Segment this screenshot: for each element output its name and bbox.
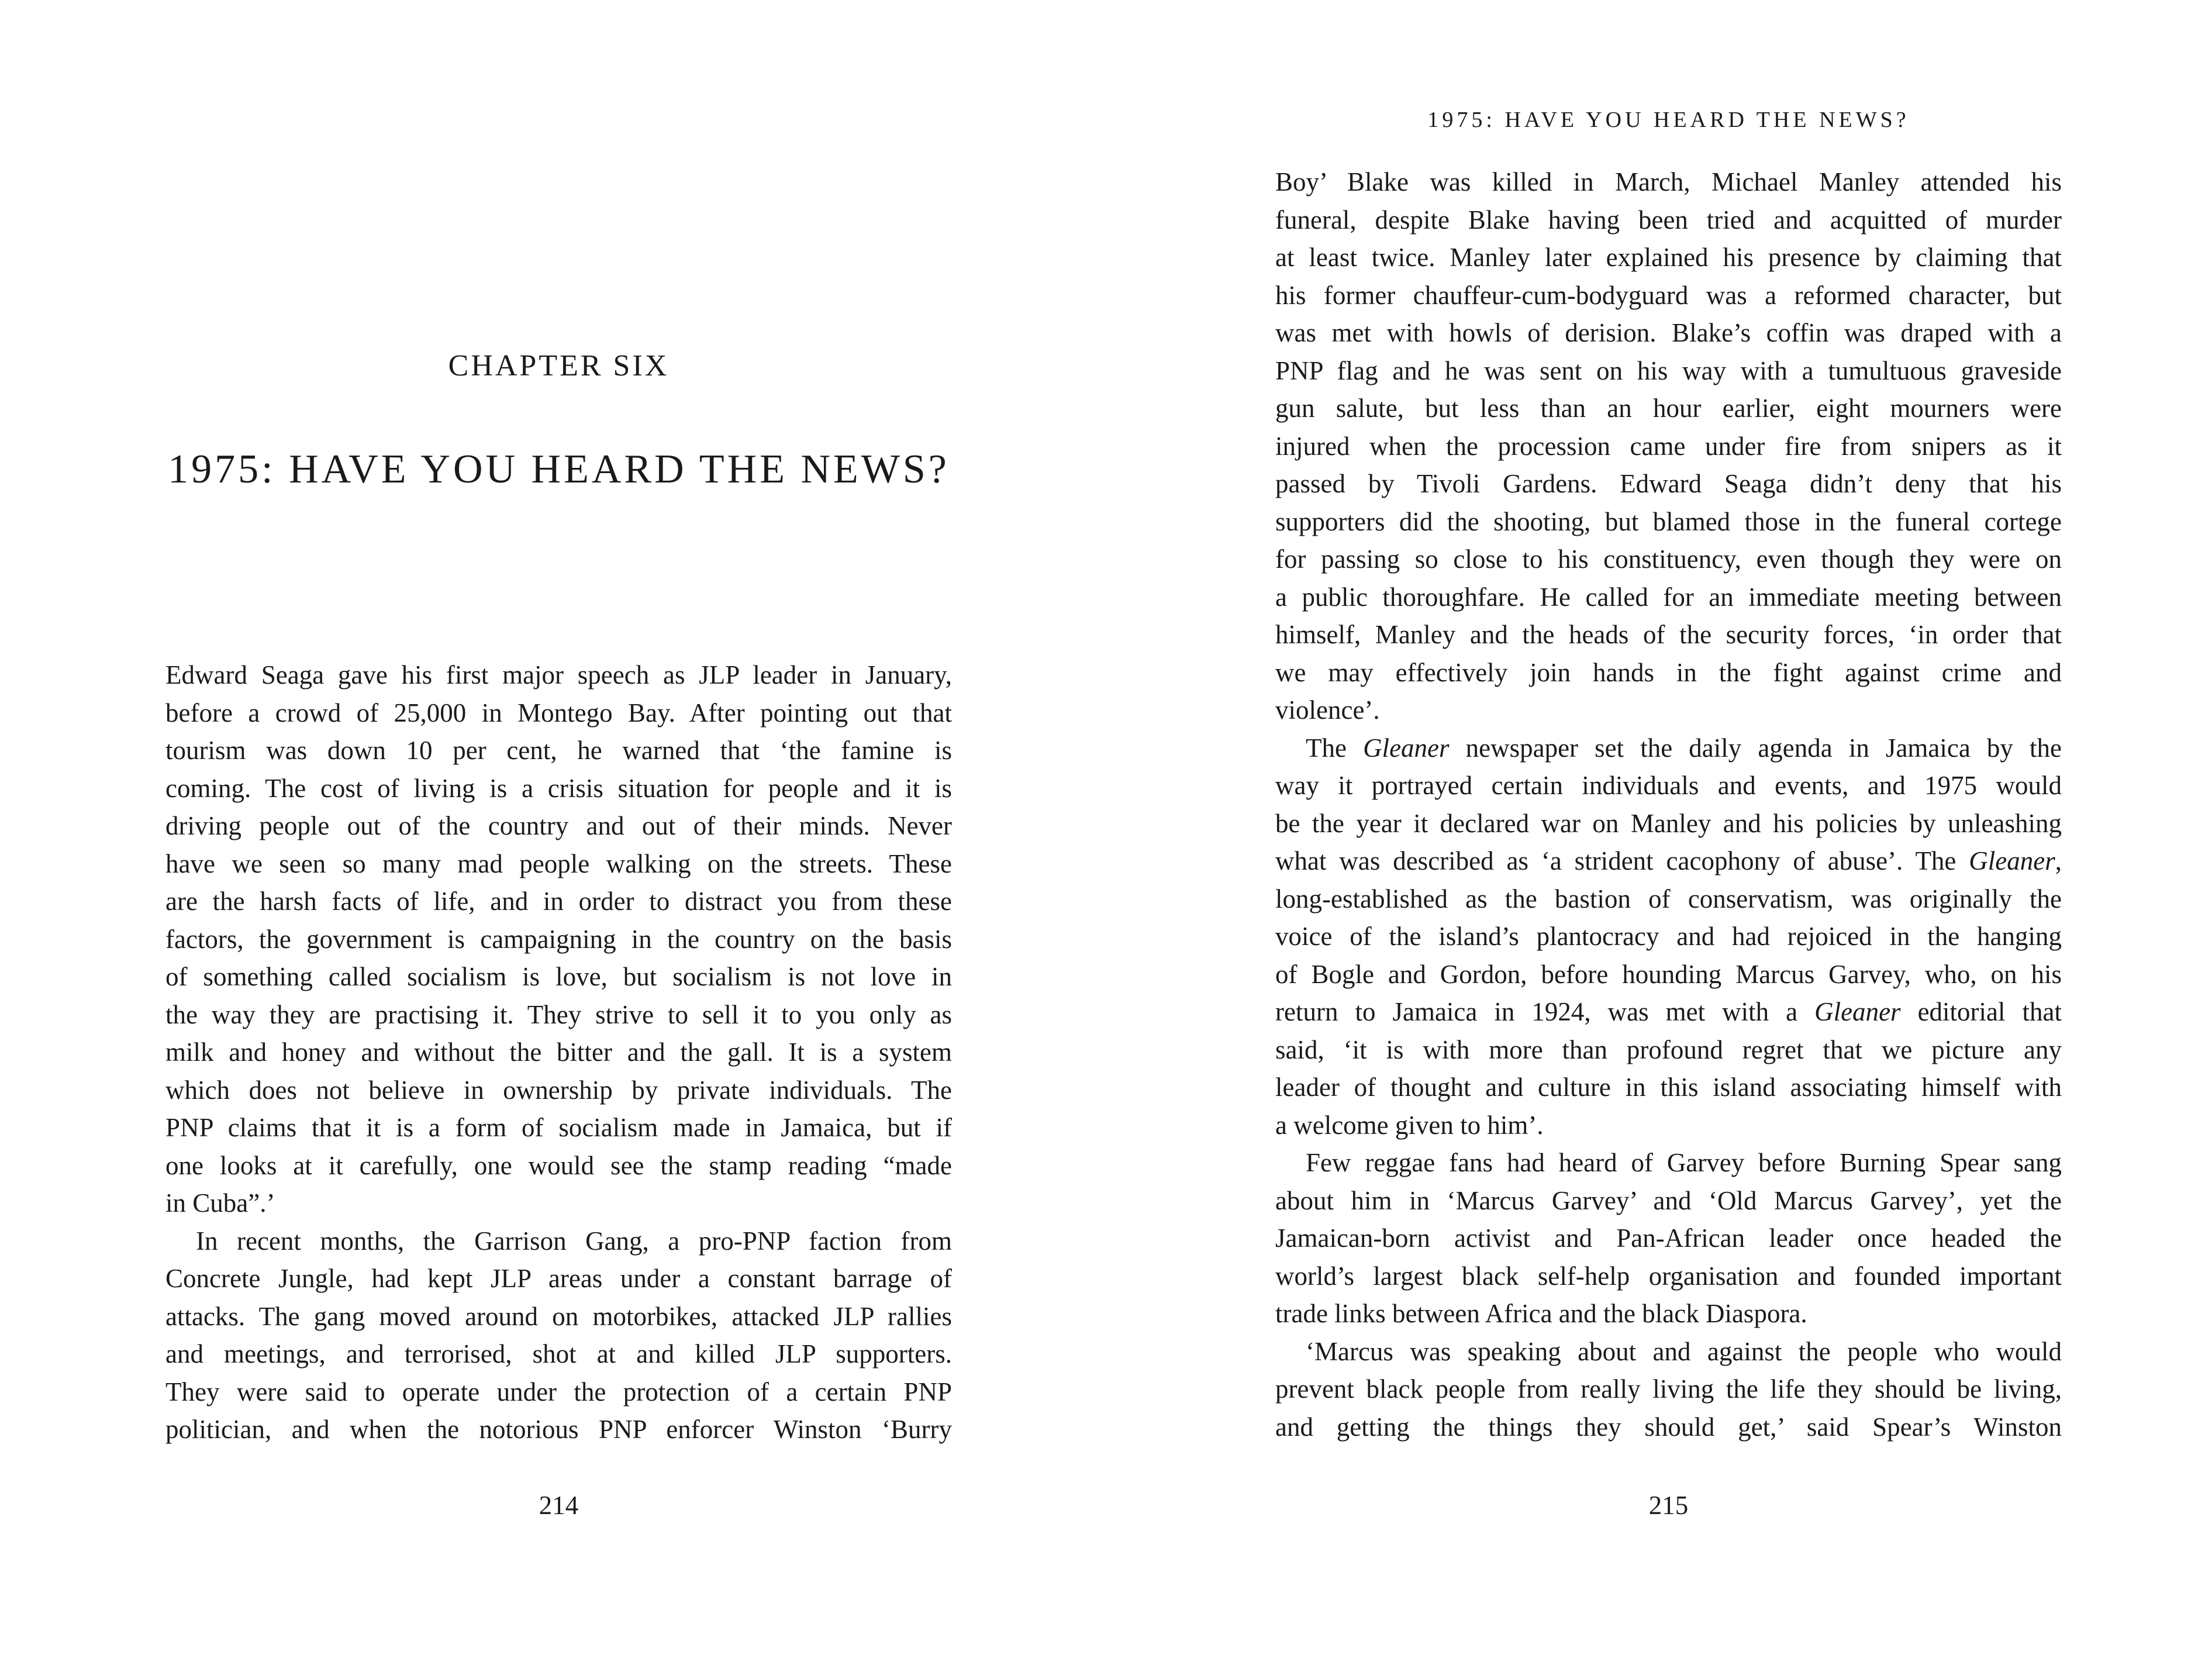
text-line: politician, and when the notorious PNP enforcer Winston ‘Burry bbox=[165, 1415, 952, 1444]
text-line bbox=[1275, 993, 2062, 1031]
text-line: be the year it declared war on Manley and his policies by unleashing bbox=[1275, 808, 2062, 838]
text-line: trade links between Africa and the black Diaspora. bbox=[1275, 1299, 1807, 1328]
text-line: tourism was down 10 per cent, he warned that ‘the famine is bbox=[165, 736, 952, 765]
text-fragment: newspaper set the daily agenda in Jamaica by the bbox=[1449, 733, 2062, 763]
text-fragment: return to Jamaica in 1924, was met with a bbox=[1275, 997, 1815, 1026]
text-line: at least twice. Manley later explained his presence by claiming that bbox=[1275, 243, 2062, 272]
text-line: attacks. The gang moved around on motorbikes, attacked JLP rallies bbox=[165, 1301, 952, 1331]
text-line: was met with howls of derision. Blake’s coffin was draped with a bbox=[1275, 318, 2062, 347]
text-line bbox=[1275, 842, 2062, 880]
text-line: himself, Manley and the heads of the security forces, ‘in order that bbox=[1275, 620, 2062, 649]
text-fragment: , bbox=[2055, 846, 2062, 875]
text-line: about him in ‘Marcus Garvey’ and ‘Old Marcus Garvey’, yet the bbox=[1275, 1185, 2062, 1215]
text-line: before a crowd of 25,000 in Montego Bay. After pointing out that bbox=[165, 698, 952, 728]
text-line: funeral, despite Blake having been tried and acquitted of murder bbox=[1275, 205, 2062, 235]
text-line: way it portrayed certain individuals and events, and 1975 would bbox=[1275, 771, 2062, 800]
text-line: prevent black people from really living the life they should be living, bbox=[1275, 1374, 2062, 1404]
text-line: said, ‘it is with more than profound regret that we picture any bbox=[1275, 1035, 2062, 1064]
text-line: world’s largest black self-help organisation and founded important bbox=[1275, 1261, 2062, 1291]
text-line: passed by Tivoli Gardens. Edward Seaga didn’t deny that his bbox=[1275, 469, 2062, 498]
text-line: a public thoroughfare. He called for an immediate meeting between bbox=[1275, 582, 2062, 612]
text-line: injured when the procession came under fire from snipers as it bbox=[1275, 431, 2062, 461]
publication-title: Gleaner bbox=[1969, 846, 2055, 875]
text-fragment: editorial that bbox=[1900, 997, 2062, 1026]
text-line: we may effectively join hands in the fight against crime and bbox=[1275, 657, 2062, 687]
right-body-text bbox=[1275, 163, 2062, 1446]
text-line: one looks at it carefully, one would see the stamp reading “made bbox=[165, 1150, 952, 1180]
text-line: a welcome given to him’. bbox=[1275, 1110, 1544, 1140]
text-line: his former chauffeur-cum-bodyguard was a reformed character, but bbox=[1275, 280, 2062, 310]
text-line: violence’. bbox=[1275, 695, 1380, 725]
text-line: PNP flag and he was sent on his way with a tumultuous graveside bbox=[1275, 356, 2062, 385]
text-line: driving people out of the country and out of their minds. Never bbox=[165, 811, 952, 840]
text-line: Concrete Jungle, had kept JLP areas under a constant barrage of bbox=[165, 1264, 952, 1293]
text-line: PNP claims that it is a form of socialism made in Jamaica, but if bbox=[165, 1113, 952, 1142]
text-line: are the harsh facts of life, and in order to distract you from these bbox=[165, 887, 952, 916]
text-line: in Cuba”.’ bbox=[165, 1188, 275, 1218]
text-line: voice of the island’s plantocracy and had rejoiced in the hanging bbox=[1275, 922, 2062, 951]
text-line: supporters did the shooting, but blamed those in the funeral cortege bbox=[1275, 506, 2062, 536]
text-line: have we seen so many mad people walking on the streets. These bbox=[165, 849, 952, 878]
text-line: Edward Seaga gave his first major speech as JLP leader in January, bbox=[165, 660, 952, 690]
text-line: They were said to operate under the protection of a certain PNP bbox=[165, 1377, 952, 1407]
text-line: Few reggae fans had heard of Garvey before Burning Spear sang bbox=[1306, 1148, 2062, 1177]
text-line: ‘Marcus was speaking about and against the people who would bbox=[1306, 1336, 2062, 1366]
text-line: factors, the government is campaigning in the country on the basis bbox=[165, 924, 952, 954]
text-line: which does not believe in ownership by private individuals. The bbox=[165, 1075, 952, 1105]
text-line: leader of thought and culture in this island associating himself with bbox=[1275, 1073, 2062, 1102]
chapter-title: 1975: HAVE YOU HEARD THE NEWS? bbox=[168, 447, 950, 492]
running-head: 1975: HAVE YOU HEARD THE NEWS? bbox=[1427, 108, 1910, 132]
text-line: coming. The cost of living is a crisis situation for people and it is bbox=[165, 773, 952, 803]
text-line: Jamaican-born activist and Pan-African leader once headed the bbox=[1275, 1223, 2062, 1253]
page-number: 214 bbox=[539, 1491, 579, 1520]
right-page bbox=[1106, 0, 2211, 1665]
text-line: milk and honey and without the bitter and the gall. It is a system bbox=[165, 1037, 952, 1067]
text-line: of Bogle and Gordon, before hounding Marcus Garvey, who, on his bbox=[1275, 959, 2062, 989]
text-line: gun salute, but less than an hour earlier, eight mourners were bbox=[1275, 394, 2062, 423]
text-line: of something called socialism is love, but socialism is not love in bbox=[165, 962, 952, 991]
text-line: and getting the things they should get,’ said Spear’s Winston bbox=[1275, 1412, 2062, 1442]
chapter-label: CHAPTER SIX bbox=[448, 349, 670, 382]
text-fragment: The bbox=[1306, 733, 1364, 763]
text-line bbox=[1275, 729, 2062, 767]
text-line: and meetings, and terrorised, shot at and killed JLP supporters. bbox=[165, 1339, 952, 1368]
text-line: for passing so close to his constituency, even though they were on bbox=[1275, 544, 2062, 574]
text-line: Boy’ Blake was killed in March, Michael Manley attended his bbox=[1275, 167, 2062, 197]
left-body-text bbox=[165, 656, 952, 1449]
publication-title: Gleaner bbox=[1814, 997, 1901, 1026]
text-line: long-established as the bastion of conservatism, was originally the bbox=[1275, 884, 2062, 913]
text-line: the way they are practising it. They strive to sell it to you only as bbox=[165, 999, 952, 1029]
publication-title: Gleaner bbox=[1363, 733, 1450, 763]
page-number: 215 bbox=[1648, 1491, 1689, 1520]
text-line: In recent months, the Garrison Gang, a pro-PNP faction from bbox=[196, 1226, 952, 1256]
text-fragment: what was described as ‘a strident cacophony of abuse’. The bbox=[1275, 846, 1969, 875]
